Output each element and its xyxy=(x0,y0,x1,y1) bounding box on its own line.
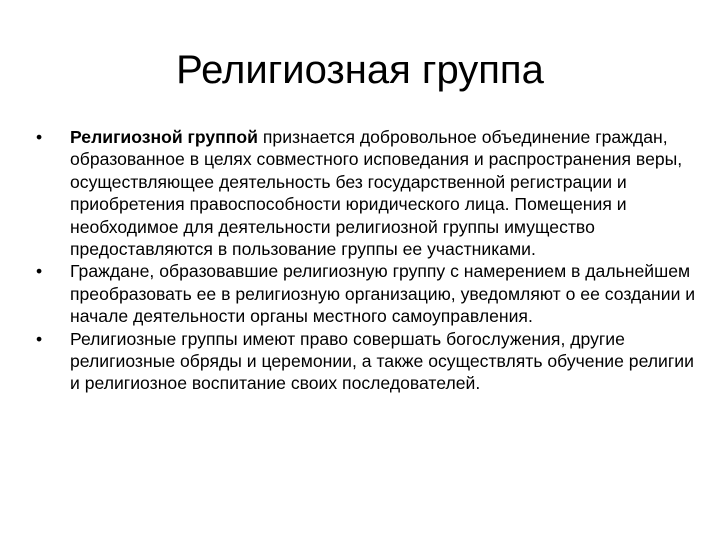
bullet-marker: • xyxy=(36,127,43,147)
bullet-item-1 xyxy=(36,126,706,260)
bullet-text: Религиозные группы имеют право совершать богослужения, другие религиозные обряды и церемонии, а также осуществлять обучение религии и религиозное воспитание своих последователей. xyxy=(70,328,694,394)
bullet-marker: • xyxy=(36,328,43,349)
bullet-item-3 xyxy=(36,328,706,395)
bullet-list xyxy=(36,126,706,395)
bullet-item-2 xyxy=(36,260,706,327)
bold-term: Религиозной группой xyxy=(70,127,258,147)
bullet-marker: • xyxy=(36,261,43,282)
bullet-text: признается добровольное объединение граждан, образованное в целях совместного исповедания и распространения веры, осуществляющее деятельность без государственной регистрации и приобретения правоспособности юридического лица. Помещения и необходимое для деятельности религиозной группы имущество предоставляются в пользование группы ее участниками. xyxy=(70,127,683,260)
slide-title: Религиозная группа xyxy=(176,48,544,92)
bullet-text: Граждане, образовавшие религиозную группу с намерением в дальнейшем преобразовать ее в религиозную организацию, уведомляют о ее создании и начале деятельности органы местного самоуправления. xyxy=(70,261,696,327)
